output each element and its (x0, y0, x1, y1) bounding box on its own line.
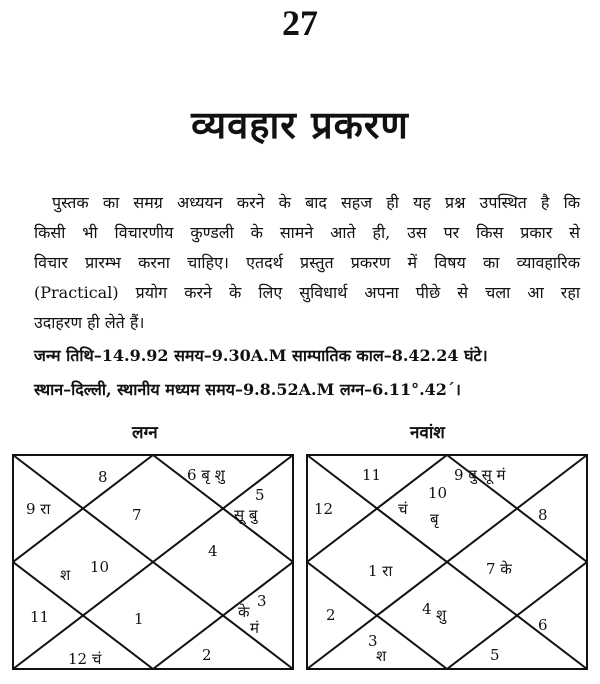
house-label: 8 (538, 506, 548, 524)
house-label: 8 (98, 468, 108, 486)
house-label: 3 (257, 592, 267, 610)
house-label: 7 के (486, 560, 512, 578)
birth-info-line-2: स्थान–दिल्ली, स्थानीय मध्यम समय–9.8.52A.M लग्न–6.11°.42´। (34, 380, 461, 399)
house-label: 5 (490, 646, 500, 664)
house-label: 6 बृ शु (187, 466, 225, 484)
chapter-title: व्यवहार प्रकरण (191, 103, 409, 147)
house-label: 10 (428, 484, 448, 502)
paragraph-line: पुस्तक का समग्र अध्ययन करने के बाद सहज ही यह प्रश्न उपस्थित है कि (52, 193, 580, 212)
house-label: 6 (538, 616, 548, 634)
house-label: 9 रा (26, 500, 51, 518)
navamsha-chart (306, 454, 588, 670)
chapter-number: 27 (282, 3, 318, 43)
lagna-chart (12, 454, 294, 670)
navamsha-chart-title: नवांश (410, 423, 445, 443)
lagna-chart-title: लग्न (132, 423, 158, 443)
house-label: श (376, 647, 387, 665)
paragraph-line: विचार प्रारम्भ करना चाहिए। एतदर्थ प्रस्तुत प्रकरण में विषय का व्यावहारिक (34, 253, 580, 272)
house-label: 11 (30, 608, 50, 626)
intro-paragraph (34, 188, 580, 338)
house-label: 7 (132, 506, 142, 524)
house-label: 4 (208, 542, 218, 560)
house-label: 1 रा (368, 562, 393, 580)
birth-info-line-1: जन्म तिथि–14.9.92 समय–9.30A.M साम्पातिक काल–8.42.24 घंटे। (34, 346, 488, 365)
house-label: 4 (422, 600, 432, 618)
house-label: 5 (255, 486, 265, 504)
paragraph-line: (Practical) प्रयोग करने के लिए सुविधार्थ अपना पीछे से चला आ रहा (34, 283, 580, 302)
house-label: 11 (362, 466, 382, 484)
house-label: 1 (134, 610, 144, 628)
house-label: के (238, 603, 250, 621)
house-label: 12 चं (68, 650, 102, 668)
house-label: सू बु (234, 506, 258, 524)
paragraph-line: किसी भी विचारणीय कुण्डली के सामने आते ही, उस पर किस प्रकार से (34, 223, 580, 242)
house-label: 3 (368, 632, 378, 650)
house-label: बृ (430, 510, 439, 528)
house-label: 9 बु सू मं (454, 466, 506, 484)
paragraph-line: उदाहरण ही लेते हैं। (34, 313, 145, 332)
house-label: श (60, 566, 71, 584)
house-label: 2 (326, 606, 336, 624)
house-label: शु (436, 606, 447, 624)
house-label: चं (398, 500, 408, 518)
house-label: 2 (202, 646, 212, 664)
house-label: 10 (90, 558, 110, 576)
house-label: मं (250, 619, 259, 637)
house-label: 12 (314, 500, 334, 518)
